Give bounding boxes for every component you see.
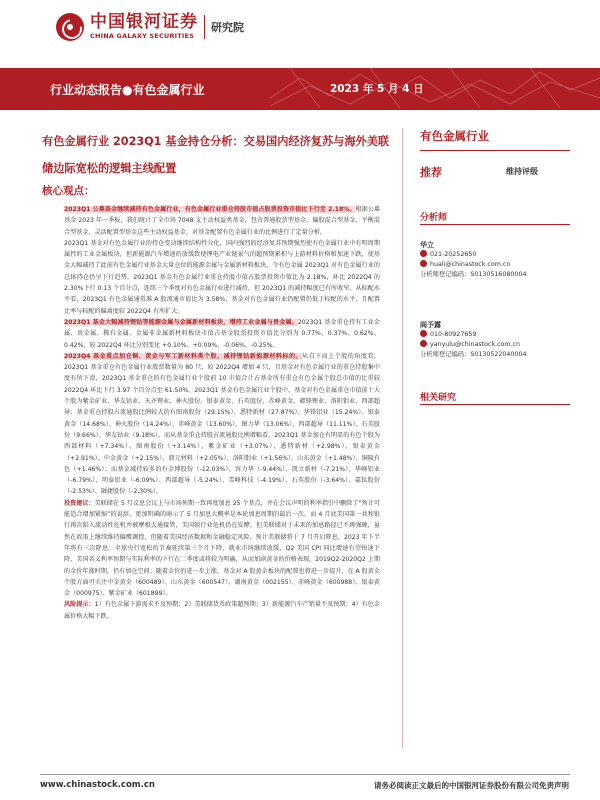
analyst-registration: 分析师登记编码：S0130522040004 — [420, 351, 527, 358]
report-headline: 有色金属行业 2023Q1 基金持仓分析：交易国内经济复苏与海外美联储边际宽松的逻辑主线配置 — [42, 135, 390, 175]
footer-disclaimer: 请务必阅读正文最后的中国银河证券股份有限公司免责声明 — [374, 781, 569, 790]
email-icon — [420, 340, 427, 347]
column-divider — [402, 128, 403, 748]
institute-label: 研究院 — [211, 21, 244, 34]
core-viewpoints-title: 核心观点： — [42, 185, 95, 197]
investment-advice-label: 投资建议： — [64, 499, 95, 507]
paragraph-5-text: 美联储在 5 月议息会议上与市场预期一致再度加息 25 个基点，并在会议声明的利率指引中删除了“预计可能适合增加紧缩”的说辞，更加明确的暗示了 5 月加息大概率是本轮加息周期的最后一次。而 4 月底美国第一共和银行再次陷入流动性危机并被摩根大通接管，美国银行业危机仍在发酵，但美联储对于未来的加息路径已不再强硬，虽然在政策上继续维持偏鹰调控，但随着美国经济数据和金融稳定风险，预计美联储将于 7 月开启降息，2023 年下半年将有三次降息。全球央行宽松的节奏延续第三个月下降，就业市场继续放缓，Q2 美国 CPI 同比增速有望快速下降，美国名义利率预期与实际利率的下行在二季度或将较为明确，从而加剧黄金的价格表现。2019Q2-2020Q2 上期的金价年涨时期，仍有加仓空间；随着金价的进一步上涨，基金对 A 股黄金板块的配置也将进一步提升，在 A 股黄金个股方面可关注中金黄金（600489）、山东黄金（600547）、湖南黄金（002155）、赤峰黄金（600988）、银泰黄金（000975）、紫金矿业（601899）。 — [64, 499, 380, 598]
analyst-rule — [420, 224, 570, 225]
report-date: 2023 年 5 月 4 日 — [330, 83, 424, 95]
highlight-3: 2023Q1 基金大幅减持锂钴等能源金属与金属新材料板块，增持工业金属与贵金属。 — [64, 318, 298, 326]
brand-logo — [56, 10, 244, 44]
analyst-name: 阎予露 — [420, 321, 441, 329]
analyst-card-2 — [420, 320, 570, 360]
logo-cn: 中国银河证券 — [90, 12, 198, 33]
analyst-phone: 021-20252650 — [430, 251, 477, 258]
analyst-name: 华立 — [420, 241, 434, 249]
paragraph-6-text: 1）有色金属下游需求不及预期；2）美联储货币政策超预期；3）新能源汽车产销量不及预期；4）有色金属价格大幅下跌。 — [64, 601, 381, 620]
paragraph-4-text: 从自下而上个股的角度看，2023Q1 基金重仓有色金属行业股票数量为 80 只，较 2022Q4 增加 4 只，且基金对有色金属行业的重仓持股集中度有所下滑，2023Q1 基金重仓的有色金属行业个股前 10 市值合计占基金所有重仓有色金属个股总市值的比重较 2022Q4 环比下行 3.97 个百分点至 61.50%。2023Q1 基金有色金属行业个股中，基金对有色金属重仓市值前十大个股为紫金矿业、华友钴业、天齐锂业、神火股份、银泰黄金、石英股份、赤峰黄金、赣锋锂业、洛阳钼业、西部超导；基金重仓持股占流通股比例较大的有图南股份（29.15%）、悉特新材（27.87%）、华锋铝业（15.24%）、银泰黄金（14.68%）、神火股份（14.24%）、赤峰黄金（13.60%）、图力华（13.06%）、西部超导（11.11%）、石英股份（9.66%）、华友钴业（9.18%）。而从基金重仓持股占流通股比例增幅看，2023Q1 基金加仓有明显的有色个股为西部材料（+7.34%）、图南股份（+3.14%）、紫金矿业（+3.07%）、悉特新材（+2.98%）、银泰黄金（+2.91%）、中金黄金（+2.15%）、鼎元材料（+2.05%）、洛阳钼业（+1.56%）、山东黄金（+1.48%）、铜陵有色（+1.46%）；而基金减持较多的有金博股份（-12.03%）、容力华（-9.44%）、凯立新材（-7.21%）、华峰铝业（-6.79%）、明泰铝业（-6.09%）、西部超导（-5.24%）、雪峰科技（-4.19%）、石英股份（-3.64%）、嘉钛股份（-2.53%）、融捷股份（-2.30%）。 — [64, 352, 380, 496]
industry-name: 有色金属行业 — [420, 129, 489, 143]
logo-en: CHINA GALAXY SECURITIES — [90, 32, 195, 41]
analyst-registration: 分析师登记编码：S0130516080004 — [420, 271, 527, 278]
phone-icon — [420, 250, 427, 257]
report-body — [64, 204, 380, 622]
logo-divider — [204, 15, 205, 39]
phone-icon — [420, 330, 427, 337]
highlight-4: 2023Q4 基金重点加仓铜、黄金与军工新材料类个股，减持锂钴新能源材料标的。 — [64, 352, 303, 360]
paragraph-3 — [64, 317, 380, 351]
analyst-phone: 010-80927659 — [430, 331, 477, 338]
highlight-1: 2023Q1 公募基金继续减持有色金属行业，有色金属行业重仓持股市值占股票投资市值比下行至 2.18%。 — [64, 206, 356, 213]
rating-recommend: 推荐 — [420, 166, 442, 179]
banner-pattern — [270, 68, 600, 110]
paragraph-1-text: 根据公募基金 2023 年一季报，我们统计了全市场 7048 支主动权益类基金，包含普通股票型基金、偏股混合型基金、平衡混合型基金、灵活配置型基金这些主动权益基金，对基金配置有色金属行业的比例进行了定量分析。 — [64, 206, 381, 236]
rating-maintain: 维持评级 — [506, 167, 538, 176]
paragraph-4 — [64, 351, 380, 498]
related-rule — [420, 404, 570, 405]
email-icon — [420, 260, 427, 267]
report-banner — [0, 68, 600, 110]
report-type-title: 行业动态报告●有色金属行业 — [50, 83, 205, 97]
footer-rule — [40, 774, 570, 775]
related-research-title: 相关研究 — [420, 393, 457, 403]
paragraph-1 — [64, 204, 380, 238]
analyst-section-title: 分析师 — [420, 213, 448, 223]
galaxy-logo-icon — [56, 13, 84, 41]
industry-rule — [420, 150, 570, 151]
footer-website-link[interactable]: www.chinastock.com.cn — [40, 780, 155, 790]
analyst-card-1 — [420, 240, 570, 280]
risk-warning-label: 风险提示： — [64, 601, 95, 609]
analyst-email[interactable]: huali@chinastock.com.cn — [430, 261, 511, 268]
paragraph-5 — [64, 498, 380, 600]
paragraph-3-text: 2023Q1 基金重仓持有工业金属、贵金属、稀有金属、金属非金属新材料板块市值占基金股票投资市值比分别为 0.77%、0.37%、0.62%、0.42%，较 2022Q4 环比分别变化 +0.10%、+0.09%、-0.06%、-0.25%。 — [64, 318, 380, 349]
analyst-email[interactable]: yanyulu@chinastock.com.cn — [430, 341, 520, 348]
paragraph-6 — [64, 599, 380, 622]
paragraph-2: 2023Q1 基金对有色金属行业的持仓变动继续结构性分化，国内强烈的经济复苏预期强烈使有色金属行业中有明周期属性的工业金属板块，但新能源汽车增速的放缓致使锂电产业链景气的超预期累积与上游材料价格和加速下跌，使基金大幅减持了此前有色金属行业基金大量仓位的能源金属与金属新材料板块，令有色金属 2023Q1 对有色金属行业的总体持仓仍呈下行趋势。2023Q1 基金有色金属行业重仓持股市值占股票投资市值比为 2.18%，环比 2022Q4 的 2.30%下行 0.13 个百分点，连续三个季度对有色金属行业进行减持，但 2023Q1 的减持幅度已有所收窄。从标配水平看，2023Q1 有色金属通常准 A 股流通市值比为 3.58%，基金对有色金属行业仍配置仍低于标配的水平，且配置比率与标配的偏离度较 2022Q4 有所扩大。 — [64, 239, 380, 315]
